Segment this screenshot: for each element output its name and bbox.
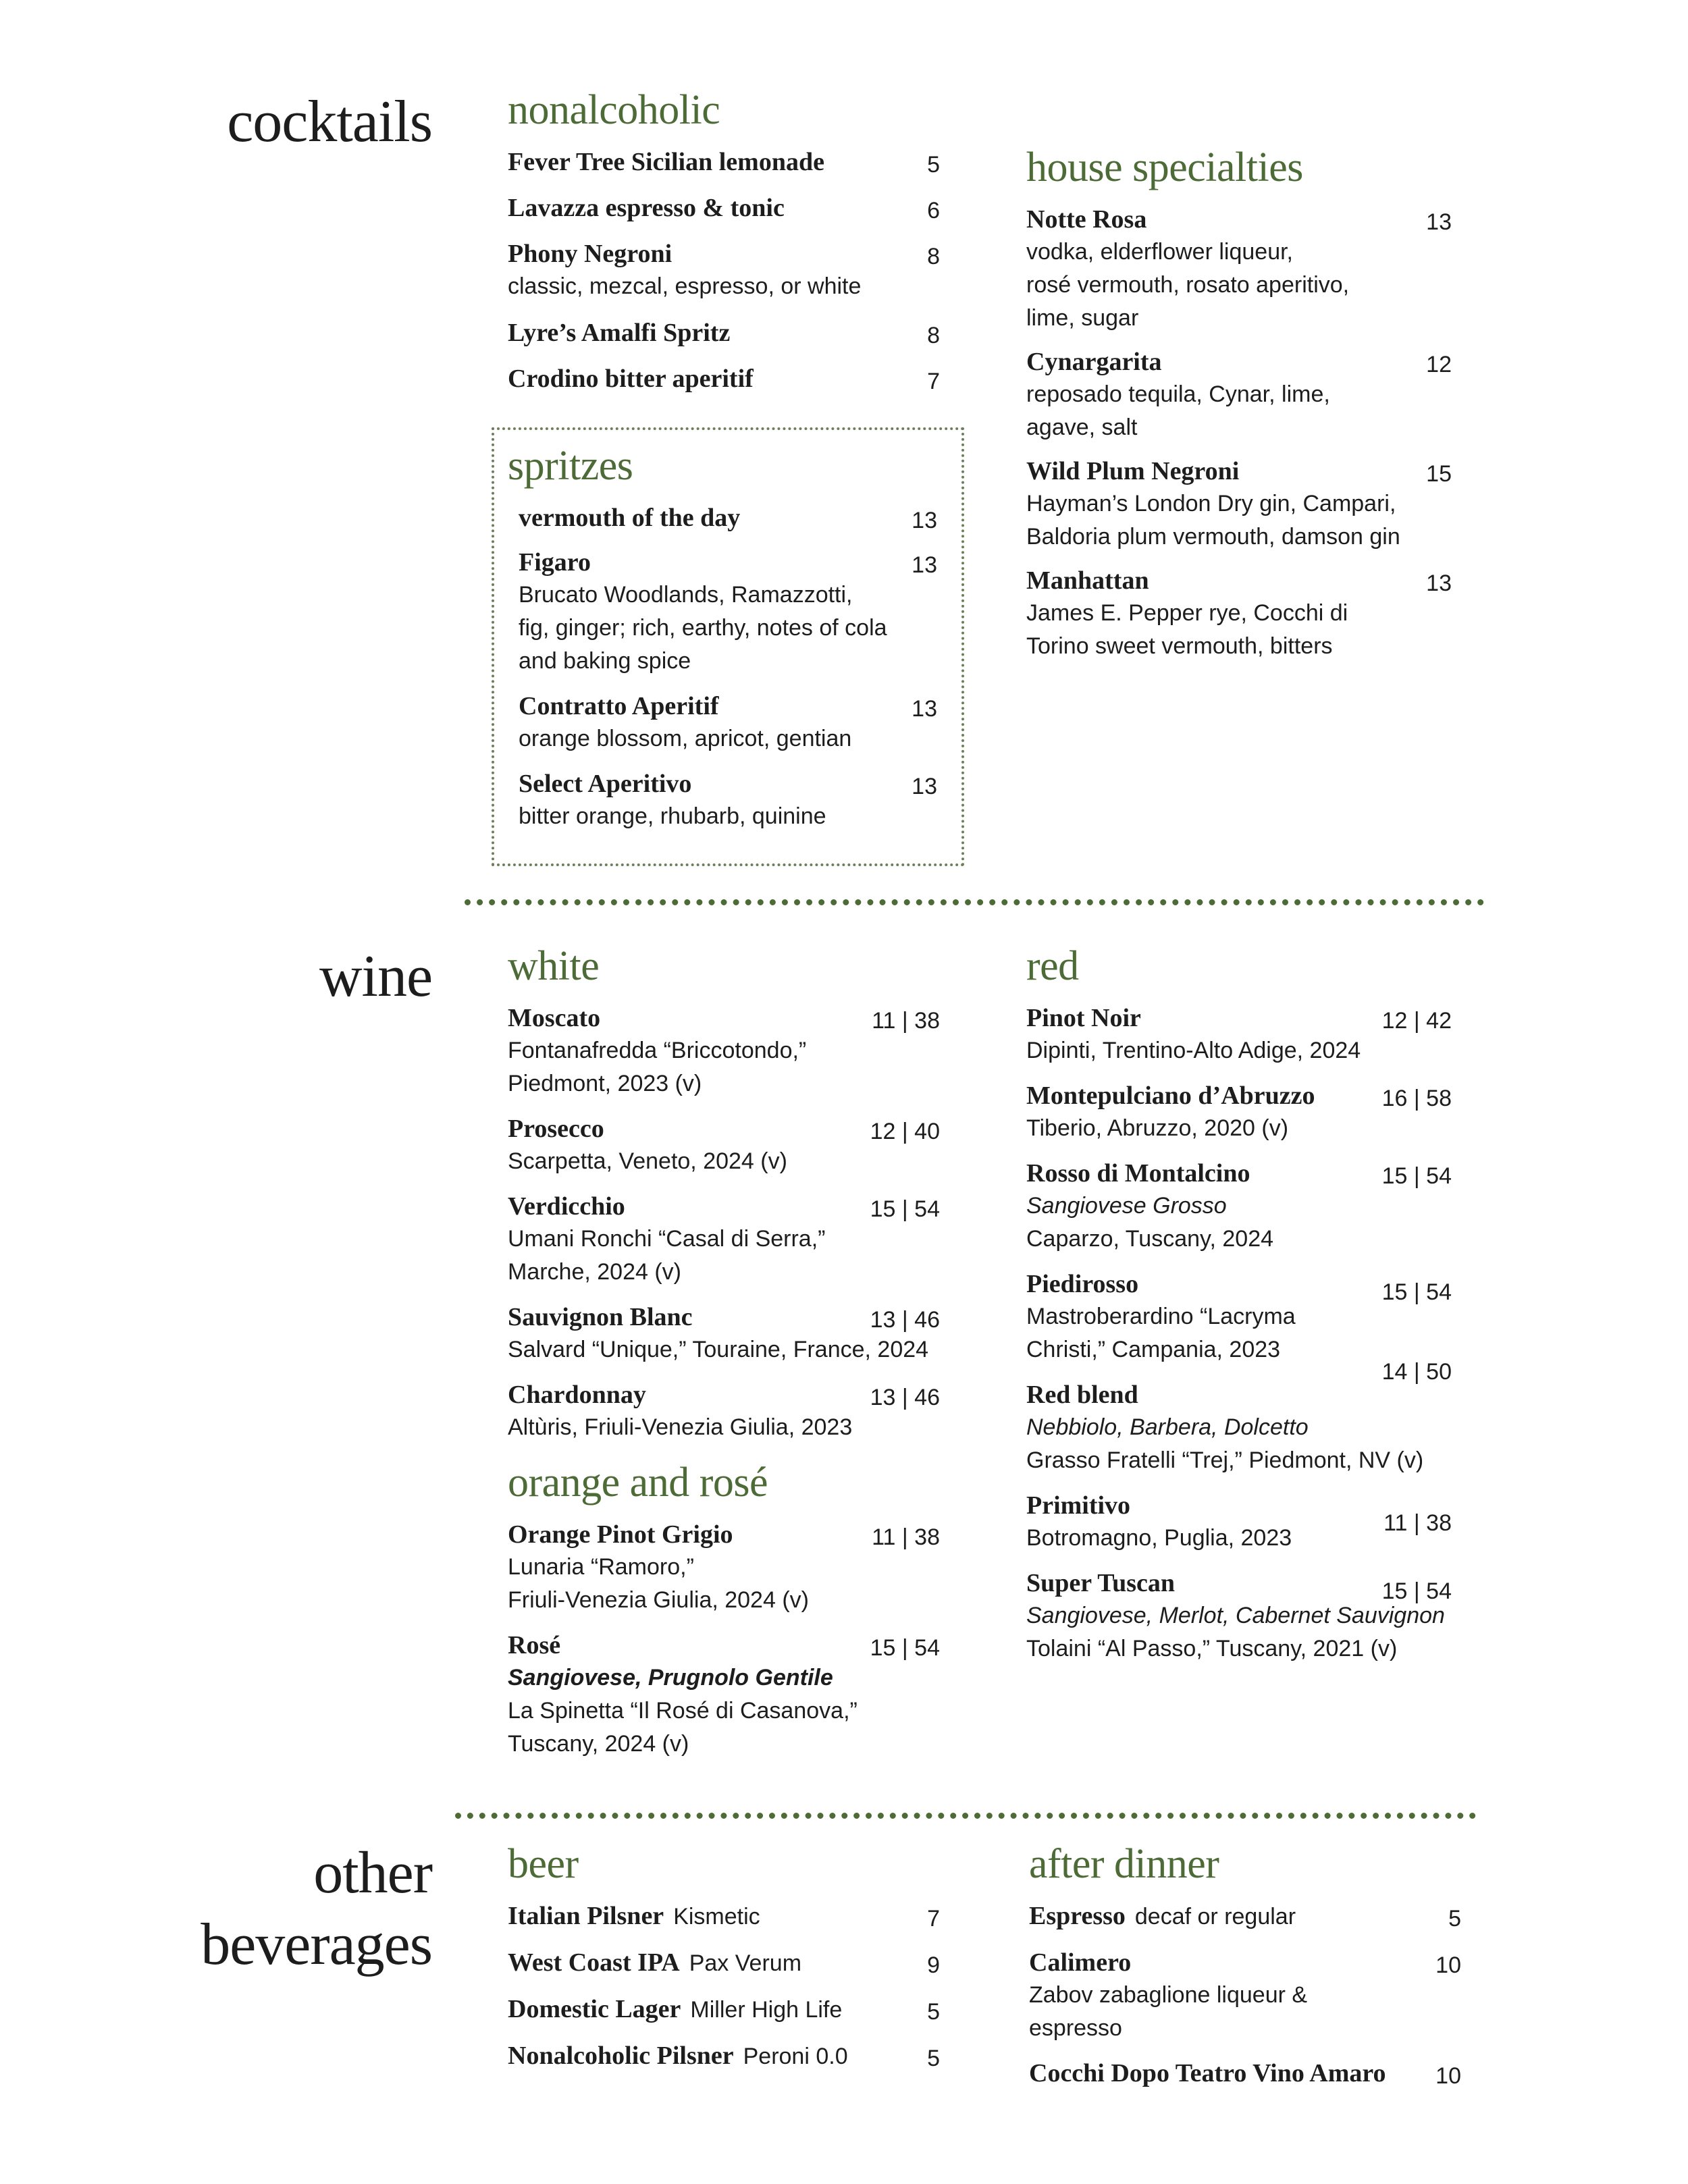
item-price: 7 <box>927 1906 940 1932</box>
item-producer: Miller High Life <box>690 1997 843 2023</box>
item-price: 15 | 54 <box>870 1196 940 1222</box>
item-name: Sauvignon Blanc <box>508 1303 693 1331</box>
item-name: Red blend <box>1026 1381 1138 1409</box>
item-description: vodka, elderflower liqueur, <box>1026 239 1294 265</box>
menu-item <box>1029 2057 1461 2089</box>
item-price: 15 | 54 <box>1381 1578 1452 1604</box>
beer-heading: beer <box>508 1841 579 1887</box>
item-description: Grasso Fratelli “Trej,” Piedmont, NV (v) <box>1026 1447 1424 1473</box>
item-name-text: West Coast IPA <box>508 1948 680 1977</box>
item-name <box>508 1946 940 1979</box>
item-price: 12 | 42 <box>1381 1008 1452 1034</box>
item-price: 15 | 54 <box>1381 1279 1452 1305</box>
item-description: James E. Pepper rye, Cocchi di <box>1026 600 1348 626</box>
item-description: Piedmont, 2023 (v) <box>508 1071 702 1096</box>
menu-item <box>508 1379 940 1444</box>
item-price: 8 <box>927 244 940 269</box>
item-name: Lyre’s Amalfi Spritz <box>508 319 731 347</box>
menu-item <box>508 317 940 349</box>
red-heading: red <box>1026 943 1079 989</box>
item-name <box>1029 1900 1461 1933</box>
item-description: lime, sugar <box>1026 305 1139 331</box>
item-name: Crodino bitter aperitif <box>508 365 754 393</box>
menu-item <box>508 1900 940 1933</box>
menu-item <box>1029 1946 1461 2045</box>
item-price: 7 <box>927 369 940 394</box>
item-name: Rosso di Montalcino <box>1026 1159 1250 1188</box>
item-price: 13 <box>912 552 937 578</box>
nonalcoholic-column <box>508 86 940 407</box>
item-grapes: Nebbiolo, Barbera, Dolcetto <box>1026 1414 1309 1440</box>
menu-item <box>1026 1359 1452 1477</box>
spritzes-heading: spritzes <box>508 443 633 489</box>
item-name: Moscato <box>508 1004 601 1032</box>
section-divider <box>455 1813 1476 1819</box>
menu-item <box>1029 1900 1461 1933</box>
menu-item <box>508 1002 940 1100</box>
item-description: agave, salt <box>1026 415 1138 440</box>
item-description: Hayman’s London Dry gin, Campari, <box>1026 491 1396 516</box>
item-name: Prosecco <box>508 1115 604 1143</box>
item-description: Altùris, Friuli-Venezia Giulia, 2023 <box>508 1414 853 1440</box>
item-grapes: Sangiovese Grosso <box>1026 1193 1227 1219</box>
menu-item <box>1026 346 1452 444</box>
item-price: 15 | 54 <box>870 1635 940 1661</box>
menu-item <box>1026 455 1452 554</box>
item-price: 5 <box>927 1999 940 2025</box>
menu-item <box>508 1190 940 1289</box>
item-price: 11 | 38 <box>872 1524 940 1550</box>
menu-item <box>508 192 940 224</box>
section-title-wine: wine <box>319 944 432 1009</box>
item-price: 13 <box>912 774 937 799</box>
item-description: Umani Ronchi “Casal di Serra,” <box>508 1226 826 1252</box>
beer-column <box>508 1840 940 2085</box>
item-name: Primitivo <box>1026 1491 1131 1520</box>
item-description: espresso <box>1029 2015 1122 2041</box>
orange-rose-heading: orange and rosé <box>508 1460 768 1506</box>
menu-item <box>508 146 940 178</box>
item-name-text: Domestic Lager <box>508 1995 681 2023</box>
item-name: Figaro <box>519 548 591 577</box>
item-description: classic, mezcal, espresso, or white <box>508 273 862 299</box>
menu-item <box>508 1113 940 1178</box>
item-producer: decaf or regular <box>1134 1904 1296 1929</box>
section-divider <box>465 899 1484 905</box>
item-description: bitter orange, rhubarb, quinine <box>519 803 826 829</box>
menu-item <box>508 363 940 395</box>
item-name <box>508 2040 940 2073</box>
white-heading: white <box>508 943 600 989</box>
nonalcoholic-heading: nonalcoholic <box>508 87 720 133</box>
item-name-text: Espresso <box>1029 1902 1126 1930</box>
item-description: La Spinetta “Il Rosé di Casanova,” <box>508 1698 858 1724</box>
after-dinner-column <box>1029 1840 1461 2102</box>
menu-item <box>1026 564 1452 663</box>
item-name: Fever Tree Sicilian lemonade <box>508 148 824 176</box>
menu-item <box>508 1946 940 1979</box>
item-price: 6 <box>927 198 940 223</box>
item-name: Pinot Noir <box>1026 1004 1141 1032</box>
item-description: Tiberio, Abruzzo, 2020 (v) <box>1026 1115 1289 1141</box>
item-name: Select Aperitivo <box>519 770 692 798</box>
item-name: Rosé <box>508 1631 561 1659</box>
item-name: Manhattan <box>1026 566 1149 595</box>
item-price: 10 <box>1435 1952 1461 1978</box>
item-description: Salvard “Unique,” Touraine, France, 2024 <box>508 1337 929 1362</box>
item-description: Tolaini “Al Passo,” Tuscany, 2021 (v) <box>1026 1636 1398 1661</box>
item-description: and baking spice <box>519 648 691 674</box>
item-name: Notte Rosa <box>1026 205 1147 234</box>
item-description: orange blossom, apricot, gentian <box>519 726 852 751</box>
item-price: 10 <box>1435 2063 1461 2089</box>
item-description: fig, ginger; rich, earthy, notes of cola <box>519 615 887 641</box>
item-grapes: Sangiovese, Merlot, Cabernet Sauvignon <box>1026 1603 1445 1628</box>
item-description: rosé vermouth, rosato aperitivo, <box>1026 272 1350 298</box>
item-description: Baldoria plum vermouth, damson gin <box>1026 524 1400 550</box>
item-price: 13 | 46 <box>870 1307 940 1333</box>
item-name-text: Nonalcoholic Pilsner <box>508 2042 734 2070</box>
item-price: 13 <box>1426 209 1452 235</box>
menu-item <box>519 546 937 678</box>
menu-item <box>1026 1157 1452 1256</box>
item-price: 8 <box>927 323 940 348</box>
menu-item <box>508 1993 940 2026</box>
menu-item <box>508 1629 940 1761</box>
item-name: Wild Plum Negroni <box>1026 457 1240 485</box>
item-description: Dipinti, Trentino-Alto Adige, 2024 <box>1026 1038 1361 1063</box>
item-price: 14 | 50 <box>1381 1359 1452 1385</box>
item-price: 15 | 54 <box>1381 1163 1452 1189</box>
item-description: Friuli-Venezia Giulia, 2024 (v) <box>508 1587 809 1613</box>
item-name <box>508 1900 940 1933</box>
item-price: 5 <box>1448 1906 1461 1932</box>
item-name: Super Tuscan <box>1026 1569 1176 1597</box>
menu-item <box>519 690 937 755</box>
section-title-other-beverages <box>201 1838 432 1981</box>
item-name: vermouth of the day <box>519 504 741 532</box>
menu-item <box>519 768 937 833</box>
item-description: Tuscany, 2024 (v) <box>508 1731 689 1757</box>
red-wine-column <box>1026 942 1452 1678</box>
item-description: Zabov zabaglione liqueur & <box>1029 1982 1308 2008</box>
item-grapes: Sangiovese, Prugnolo Gentile <box>508 1665 833 1690</box>
item-name: Piedirosso <box>1026 1270 1139 1298</box>
spritzes-list <box>508 502 937 833</box>
section-title-line-2: beverages <box>201 1912 432 1977</box>
item-name: Verdicchio <box>508 1192 625 1221</box>
house-specialties-column <box>1026 144 1452 675</box>
item-producer: Pax Verum <box>689 1950 802 1976</box>
item-description: Christi,” Campania, 2023 <box>1026 1337 1281 1362</box>
item-name: Chardonnay <box>508 1381 646 1409</box>
menu-item <box>1026 1002 1452 1067</box>
item-name: Orange Pinot Grigio <box>508 1520 733 1549</box>
menu-item <box>1026 1268 1452 1366</box>
menu-item <box>1026 203 1452 335</box>
item-price: 15 <box>1426 461 1452 487</box>
item-price: 12 <box>1426 352 1452 377</box>
item-name-text: Italian Pilsner <box>508 1902 664 1930</box>
item-price: 13 <box>1426 570 1452 596</box>
menu-item <box>508 1518 940 1617</box>
item-name: Lavazza espresso & tonic <box>508 194 785 222</box>
spritzes-column <box>508 442 937 845</box>
item-price: 9 <box>927 1952 940 1978</box>
section-title-cocktails: cocktails <box>227 89 432 155</box>
item-price: 13 | 46 <box>870 1385 940 1410</box>
item-description: Marche, 2024 (v) <box>508 1259 681 1285</box>
white-wine-column <box>508 942 940 1773</box>
item-description: Mastroberardino “Lacryma <box>1026 1304 1296 1329</box>
item-name <box>508 1993 940 2026</box>
item-name: Calimero <box>1029 1948 1132 1977</box>
item-price: 11 | 38 <box>872 1008 940 1034</box>
menu-item <box>508 1301 940 1366</box>
item-price: 13 <box>912 696 937 722</box>
menu-item <box>519 502 937 534</box>
menu-item <box>1026 1080 1452 1145</box>
section-title-line-1: other <box>313 1840 432 1906</box>
house-specialties-heading: house specialties <box>1026 144 1303 190</box>
item-price: 5 <box>927 2046 940 2071</box>
item-producer: Peroni 0.0 <box>743 2044 848 2069</box>
menu-item <box>508 238 940 303</box>
item-price: 13 <box>912 508 937 533</box>
item-price: 11 | 38 <box>1383 1510 1452 1536</box>
item-name: Montepulciano d’Abruzzo <box>1026 1082 1315 1110</box>
item-name: Cynargarita <box>1026 348 1162 376</box>
item-description: Torino sweet vermouth, bitters <box>1026 633 1333 659</box>
item-description: Fontanafredda “Briccotondo,” <box>508 1038 807 1063</box>
item-name: Cocchi Dopo Teatro Vino Amaro <box>1029 2059 1386 2087</box>
item-price: 16 | 58 <box>1381 1086 1452 1111</box>
after-dinner-heading: after dinner <box>1029 1841 1219 1887</box>
item-description: Lunaria “Ramoro,” <box>508 1554 694 1580</box>
item-name: Phony Negroni <box>508 240 672 268</box>
item-producer: Kismetic <box>673 1904 760 1929</box>
item-description: reposado tequila, Cynar, lime, <box>1026 381 1330 407</box>
menu-item <box>508 2040 940 2073</box>
item-name: Contratto Aperitif <box>519 692 719 720</box>
menu-item <box>1026 1567 1452 1666</box>
menu-item <box>1026 1489 1452 1555</box>
item-description: Scarpetta, Veneto, 2024 (v) <box>508 1148 787 1174</box>
item-description: Botromagno, Puglia, 2023 <box>1026 1525 1292 1551</box>
item-price: 12 | 40 <box>870 1119 940 1144</box>
item-price: 5 <box>927 152 940 178</box>
item-description: Brucato Woodlands, Ramazzotti, <box>519 582 853 608</box>
item-description: Caparzo, Tuscany, 2024 <box>1026 1226 1274 1252</box>
